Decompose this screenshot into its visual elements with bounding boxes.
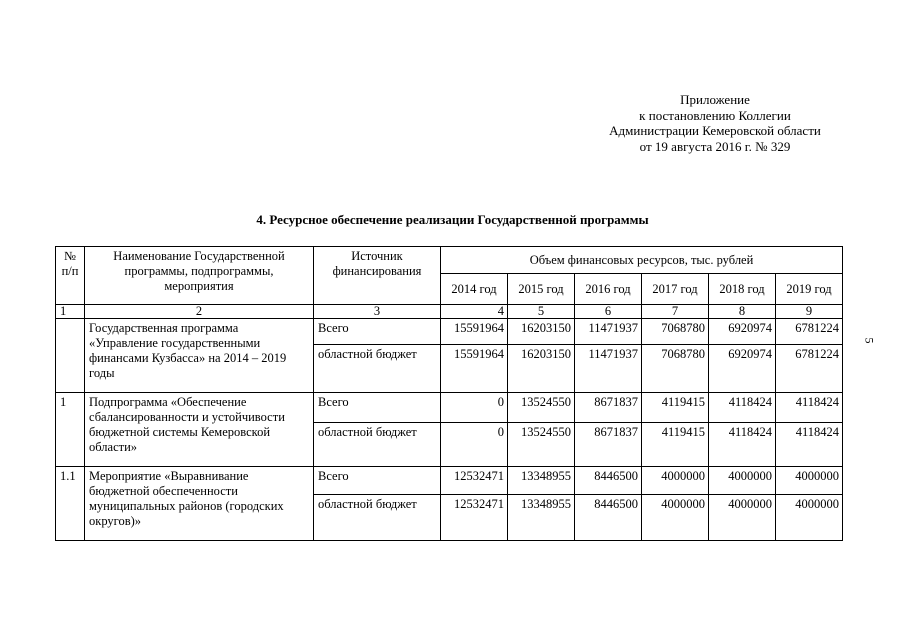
value-cell: 4118424 — [709, 423, 776, 467]
header-line-1: Приложение — [680, 92, 750, 107]
value-cell: 16203150 — [508, 319, 575, 345]
funding-source: Всего — [314, 393, 441, 423]
row-name: Подпрограмма «Обеспечение сбалансированности и устойчивости бюджетной системы Кемеровской области» — [85, 393, 314, 467]
value-cell: 6920974 — [709, 345, 776, 393]
funding-source: Всего — [314, 319, 441, 345]
funding-source: Всего — [314, 467, 441, 495]
row-name: Мероприятие «Выравнивание бюджетной обеспеченности муниципальных районов (городских округов)» — [85, 467, 314, 541]
column-index: 3 — [314, 305, 441, 319]
value-cell: 4118424 — [709, 393, 776, 423]
value-cell: 4000000 — [642, 495, 709, 541]
row-number — [56, 319, 85, 393]
value-cell: 4000000 — [642, 467, 709, 495]
row-number: 1.1 — [56, 467, 85, 541]
row-number: 1 — [56, 393, 85, 467]
table-row — [56, 467, 843, 495]
value-cell: 11471937 — [575, 345, 642, 393]
header-year: 2018 год — [709, 274, 776, 305]
page-number: 5 — [862, 337, 877, 344]
funding-source: областной бюджет — [314, 423, 441, 467]
header-line-4: от 19 августа 2016 г. № 329 — [639, 138, 791, 154]
value-cell: 4000000 — [776, 495, 843, 541]
header-name: Наименование Государственной программы, подпрограммы, мероприятия — [85, 247, 314, 305]
resource-table — [55, 246, 843, 541]
column-index-row — [56, 305, 843, 319]
column-index: 9 — [776, 305, 843, 319]
value-cell: 13348955 — [508, 495, 575, 541]
value-cell: 8671837 — [575, 393, 642, 423]
value-cell: 8671837 — [575, 423, 642, 467]
column-index: 1 — [56, 305, 85, 319]
value-cell: 4000000 — [776, 467, 843, 495]
value-cell: 12532471 — [441, 467, 508, 495]
value-cell: 6920974 — [709, 319, 776, 345]
header-volume: Объем финансовых ресурсов, тыс. рублей — [441, 247, 843, 274]
column-index: 4 — [441, 305, 508, 319]
funding-source: областной бюджет — [314, 345, 441, 393]
table-row — [56, 319, 843, 345]
approval-header — [560, 92, 870, 154]
header-line-2: к постановлению Коллегии — [639, 107, 791, 123]
value-cell: 15591964 — [441, 319, 508, 345]
value-cell: 7068780 — [642, 345, 709, 393]
value-cell: 6781224 — [776, 319, 843, 345]
value-cell: 4000000 — [709, 495, 776, 541]
column-index: 6 — [575, 305, 642, 319]
value-cell: 4118424 — [776, 423, 843, 467]
column-index: 5 — [508, 305, 575, 319]
value-cell: 13524550 — [508, 393, 575, 423]
value-cell: 4000000 — [709, 467, 776, 495]
header-year: 2015 год — [508, 274, 575, 305]
value-cell: 13348955 — [508, 467, 575, 495]
value-cell: 8446500 — [575, 467, 642, 495]
value-cell: 4118424 — [776, 393, 843, 423]
value-cell: 4119415 — [642, 423, 709, 467]
column-index: 8 — [709, 305, 776, 319]
value-cell: 8446500 — [575, 495, 642, 541]
header-year: 2016 год — [575, 274, 642, 305]
section-title: 4. Ресурсное обеспечение реализации Государственной программы — [256, 212, 649, 227]
column-index: 2 — [85, 305, 314, 319]
row-name: Государственная программа «Управление государственными финансами Кузбасса» на 2014 – 2019 годы — [85, 319, 314, 393]
column-index: 7 — [642, 305, 709, 319]
header-year: 2017 год — [642, 274, 709, 305]
header-year: 2014 год — [441, 274, 508, 305]
header-num: № п/п — [56, 247, 85, 305]
value-cell: 16203150 — [508, 345, 575, 393]
value-cell: 15591964 — [441, 345, 508, 393]
value-cell: 4119415 — [642, 393, 709, 423]
value-cell: 12532471 — [441, 495, 508, 541]
header-line-3: Администрации Кемеровской области — [609, 123, 821, 138]
table-row — [56, 393, 843, 423]
value-cell: 6781224 — [776, 345, 843, 393]
value-cell: 0 — [441, 393, 508, 423]
funding-source: областной бюджет — [314, 495, 441, 541]
value-cell: 11471937 — [575, 319, 642, 345]
value-cell: 13524550 — [508, 423, 575, 467]
header-year: 2019 год — [776, 274, 843, 305]
value-cell: 7068780 — [642, 319, 709, 345]
value-cell: 0 — [441, 423, 508, 467]
header-source: Источник финансирования — [314, 247, 441, 305]
